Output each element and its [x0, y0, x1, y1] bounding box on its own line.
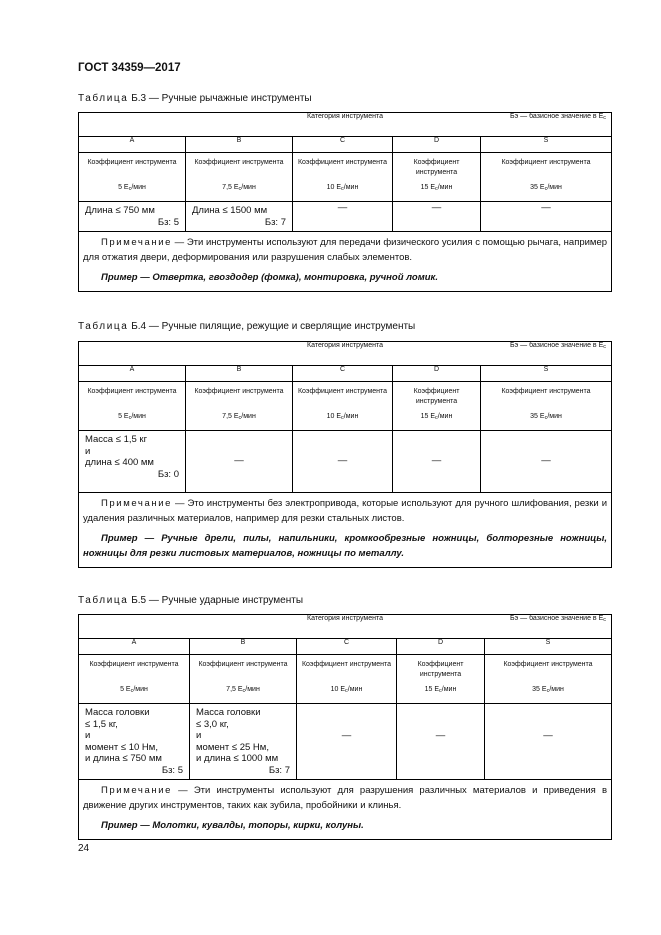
coef-a: Коэффициент инструмента 5 $E_c$/мин [79, 655, 190, 704]
document-header: ГОСТ 34359—2017 [78, 62, 181, 74]
category-label: Категория инструмента [307, 615, 383, 622]
table-caption: Таблица Б.4 — Ручные пилящие, режущие и сверлящие инструменты [78, 321, 416, 332]
coef-a: Коэффициент инструмента 5 $E_c$/мин [79, 382, 186, 431]
value-d: — [393, 431, 481, 493]
value-a: Масса ≤ 1,5 кг и длина ≤ 400 мм Бз: 0 [79, 431, 186, 493]
table-example: Пример — Ручные дрели, пилы, напильники, кромкообрезные ножницы, болторезные ножницы, ножницы для резки листовых материалов, ножницы по металлу. [83, 533, 608, 559]
category-label: Категория инструмента [307, 113, 383, 120]
table-b3 [78, 112, 612, 292]
value-c: — [293, 202, 393, 232]
table-note: Примечание — Это инструменты без электропривода, которые используют для ручного шлифования, резки и удаления различных материалов, например для резки стальных листов. [83, 498, 608, 524]
table-caption: Таблица Б.3 — Ручные рычажные инструменты [78, 93, 312, 104]
table-b4 [78, 341, 612, 568]
coef-c: Коэффициент инструмента 10 $E_c$/мин [297, 655, 397, 704]
bz-value: Бз: 7 [268, 764, 290, 776]
category-s: S [485, 639, 612, 655]
coef-d: Коэффициент инструмента 15 $E_c$/мин [393, 153, 481, 202]
table-caption: Таблица Б.5 — Ручные ударные инструменты [78, 595, 304, 606]
table-example: Пример — Отвертка, гвоздодер (фомка), монтировка, ручной ломик. [101, 272, 439, 283]
coef-b: Коэффициент инструмента 7,5 $E_c$/мин [186, 382, 293, 431]
category-b: B [186, 366, 293, 382]
table-note: Примечание — Эти инструменты используют для разрушения различных материалов и приведения в движение других инструментов, таких как зубила, пробойники и клинья. [83, 785, 608, 811]
category-b: B [186, 137, 293, 153]
value-b: Длина ≤ 1500 мм Бз: 7 [186, 202, 293, 232]
coef-c: Коэффициент инструмента 10 $E_c$/мин [293, 153, 393, 202]
table-note: Примечание — Эти инструменты используют для передачи физического усилия с помощью рычага, например для отжатия двери, деформирования или разрушения слабых элементов. [83, 237, 608, 263]
table-b5 [78, 614, 612, 840]
category-d: D [393, 137, 481, 153]
coef-b: Коэффициент инструмента 7,5 $E_c$/мин [186, 153, 293, 202]
category-a: A [79, 137, 186, 153]
coef-s: Коэффициент инструмента 35 $E_c$/мин [481, 153, 612, 202]
category-b: B [190, 639, 297, 655]
bz-value: Бз: 5 [161, 764, 183, 776]
value-s: — [481, 431, 612, 493]
value-a: Длина ≤ 750 мм Бз: 5 [79, 202, 186, 232]
page-number: 24 [78, 843, 90, 854]
category-a: A [79, 366, 186, 382]
category-c: C [293, 137, 393, 153]
value-d: — [397, 704, 485, 780]
category-c: C [297, 639, 397, 655]
category-a: A [79, 639, 190, 655]
value-d: — [393, 202, 481, 232]
bz-value: Бз: 5 [157, 216, 179, 228]
coef-d: Коэффициент инструмента 15 $E_c$/мин [393, 382, 481, 431]
baz-label: Бэ — базисное значение в $E_c$ [510, 342, 607, 350]
value-b: Масса головки ≤ 3,0 кг, и момент ≤ 25 Нм, и длина ≤ 1000 мм Бз: 7 [190, 704, 297, 780]
category-d: D [393, 366, 481, 382]
value-s: — [485, 704, 612, 780]
bz-value: Бз: 7 [264, 216, 286, 228]
coef-c: Коэффициент инструмента 10 $E_c$/мин [293, 382, 393, 431]
coef-d: Коэффициент инструмента 15 $E_c$/мин [397, 655, 485, 704]
category-s: S [481, 137, 612, 153]
coef-b: Коэффициент инструмента 7,5 $E_c$/мин [190, 655, 297, 704]
value-c: — [293, 431, 393, 493]
value-c: — [297, 704, 397, 780]
coef-a: Коэффициент инструмента 5 $E_c$/мин [79, 153, 186, 202]
category-d: D [397, 639, 485, 655]
value-a: Масса головки ≤ 1,5 кг, и момент ≤ 10 Нм, и длина ≤ 750 мм Бз: 5 [79, 704, 190, 780]
coef-s: Коэффициент инструмента 35 $E_c$/мин [485, 655, 612, 704]
bz-value: Бз: 0 [157, 468, 179, 480]
category-s: S [481, 366, 612, 382]
category-c: C [293, 366, 393, 382]
baz-label: Бэ — базисное значение в $E_c$ [510, 615, 607, 623]
table-example: Пример — Молотки, кувалды, топоры, кирки, колуны. [101, 820, 364, 831]
coef-s: Коэффициент инструмента 35 $E_c$/мин [481, 382, 612, 431]
value-s: — [481, 202, 612, 232]
category-label: Категория инструмента [307, 342, 383, 349]
baz-label: Бэ — базисное значение в $E_c$ [510, 113, 607, 121]
value-b: — [186, 431, 293, 493]
